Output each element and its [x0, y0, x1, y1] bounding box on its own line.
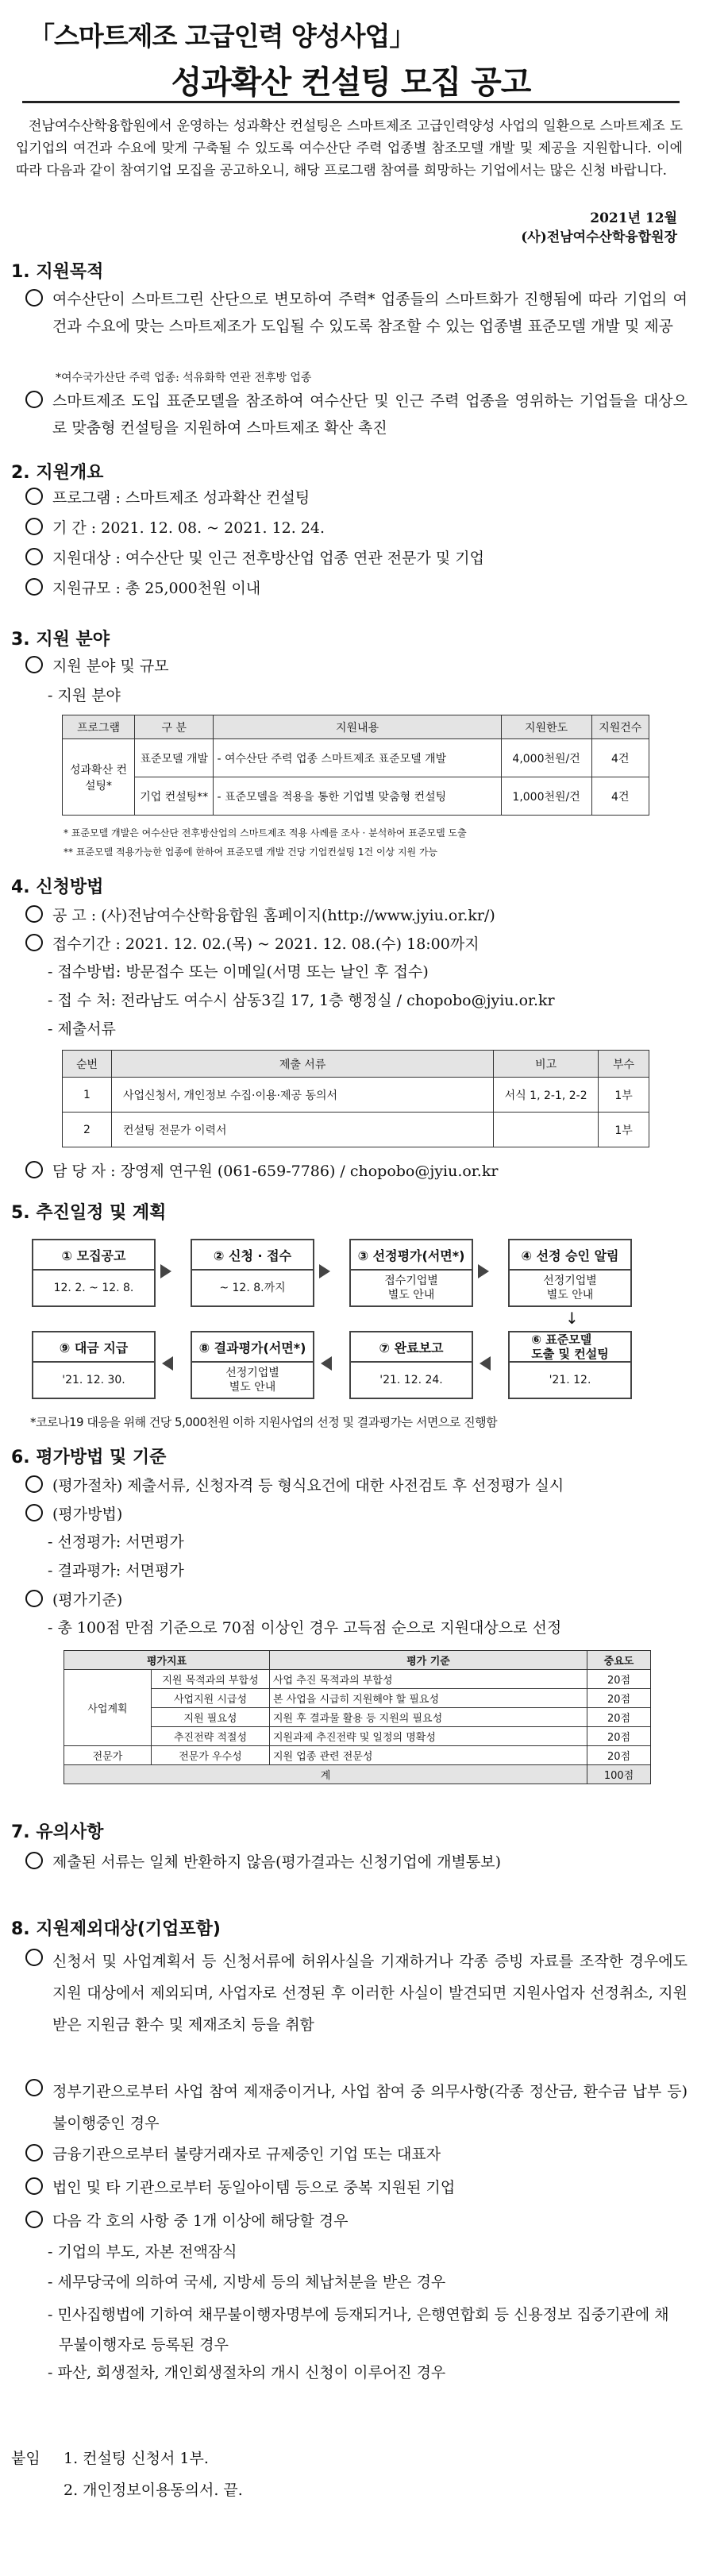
s6-criteria-text: - 총 100점 만점 기준으로 70점 이상인 경우 고득점 순으로 지원대상으로 선정	[48, 1619, 562, 1637]
s4-method: - 접수방법: 방문접수 또는 이메일(서명 또는 날인 후 접수)	[48, 963, 429, 981]
attachment-1: 1. 컨설팅 신청서 1부.	[64, 2450, 209, 2467]
intro-paragraph: 전남여수산학융합원에서 운영하는 성과확산 컨설팅은 스마트제조 고급인력양성 사업의 일환으로 스마트제조 도입기업의 여건과 수요에 맞게 구축될 수 있도록 여수산단 주력 업종별 참조모델 개발 및 제공을 지원합니다. 이에 따라 다음과 같이 참여기업 모집을 공고하오니, 해당 프로그램 참여를 희망하는 기업에서는 많은 신청 바랍니다.	[16, 118, 683, 179]
circle-bullet-icon	[25, 289, 43, 307]
s1-bullet-1	[52, 286, 688, 340]
title-box	[22, 16, 680, 103]
s2-item-3: 지원대상 : 여수산단 및 인근 전후방산업 업종 연관 전문가 및 기업	[52, 545, 688, 572]
s2-item-2: 기 간 : 2021. 12. 08. ~ 2021. 12. 24.	[52, 515, 688, 542]
documents-table: 순번 제출 서류 비고 부수 1 사업신청서, 개인정보 수집·이용·제공 동의서 서식 1, 2-1, 2-2 1부 2 컨설팅 전문가 이력서 1부	[62, 1050, 649, 1147]
step-6: ⑥ 표준모델 도출 및 컨설팅 '21. 12.	[508, 1331, 632, 1399]
step-1: ① 모집공고 12. 2. ~ 12. 8.	[32, 1239, 156, 1307]
notice-date: 2021년 12월	[590, 210, 677, 226]
s1-bullet-1-text: 여수산단이 스마트그린 산단으로 변모하여 주력* 업종들의 스마트화가 진행됨에 따라 기업의 여건과 수요에 맞는 스마트제조가 도입될 수 있도록 참조할 수 있는 업종별 표준모델 개발 및 제공	[52, 291, 688, 335]
circle-bullet-icon	[25, 656, 43, 673]
s6-criteria: (평가기준)	[52, 1587, 688, 1614]
section-6-heading: 6. 평가방법 및 기준	[11, 1448, 167, 1467]
circle-bullet-icon	[25, 1852, 43, 1869]
s4-place: - 접 수 처: 전라남도 여수시 삼동3길 17, 1층 행정실 / chopobo@jyiu.or.kr	[48, 992, 555, 1009]
s4-announce: 공 고 : (사)전남여수산학융합원 홈페이지(http://www.jyiu.or.kr/)	[52, 902, 688, 929]
circle-bullet-icon	[25, 488, 43, 505]
s8-bullet-4: 법인 및 타 기관으로부터 동일아이템 등으로 중복 지원된 기업	[52, 2174, 688, 2201]
circle-bullet-icon	[25, 1590, 43, 1607]
s6-method-1: - 선정평가: 서면평가	[48, 1533, 184, 1551]
arrow-right-icon	[319, 1264, 330, 1278]
s1-note: *여수국가산단 주력 업종: 석유화학 연관 전후방 업종	[56, 372, 312, 384]
arrow-right-icon	[478, 1264, 489, 1278]
section-3-heading: 3. 지원 분야	[11, 630, 110, 650]
step-8: ⑧ 결과평가(서면*) 선정기업별 별도 안내	[191, 1331, 314, 1399]
issuer: (사)전남여수산학융합원장	[521, 229, 677, 245]
circle-bullet-icon	[25, 2177, 43, 2195]
circle-bullet-icon	[25, 578, 43, 596]
s6-method: (평가방법)	[52, 1501, 688, 1528]
s2-item-4: 지원규모 : 총 25,000천원 이내	[52, 575, 688, 602]
s6-method-2: - 결과평가: 서면평가	[48, 1562, 184, 1579]
s8-detail-2: - 세무당국에 의하여 국세, 지방세 등의 체납처분을 받은 경우	[48, 2273, 446, 2291]
s8-detail-4: - 파산, 회생절차, 개인회생절차의 개시 신청이 이루어진 경우	[48, 2364, 446, 2381]
arrow-down-icon: ↓	[565, 1309, 579, 1328]
s7-bullet: 제출된 서류는 일체 반환하지 않음(평가결과는 신청기업에 개별통보)	[52, 1849, 688, 1876]
arrow-left-icon	[480, 1356, 491, 1371]
section-2-heading: 2. 지원개요	[11, 463, 104, 483]
support-field-table: 프로그램 구 분 지원내용 지원한도 지원건수 성과확산 컨설팅* 표준모델 개발 - 여수산단 주력 업종 스마트제조 표준모델 개발 4,000천원/건 4건 기업 컨설팅** - 표준모델을 적용을 통한 기업별 맞춤형 컨설팅 1,000천원/건 4건	[62, 715, 649, 816]
s8-bullet-3: 금융기관으로부터 불량거래자로 규제중인 기업 또는 대표자	[52, 2141, 688, 2168]
attachment-2: 2. 개인정보이용동의서. 끝.	[64, 2482, 243, 2499]
step-7: ⑦ 완료보고 '21. 12. 24.	[349, 1331, 473, 1399]
s3-sub: - 지원 분야	[48, 687, 121, 704]
step-4: ④ 선정 승인 알림 선정기업별 별도 안내	[508, 1239, 632, 1307]
circle-bullet-icon	[25, 905, 43, 923]
title-line1: 「스마트제조 고급인력 양성사업」	[29, 21, 415, 52]
step-9: ⑨ 대금 지급 '21. 12. 30.	[32, 1331, 156, 1399]
s8-bullet-2: 정부기관으로부터 사업 참여 제재중이거나, 사업 참여 중 의무사항(각종 정산금, 환수금 납부 등) 불이행중인 경우	[52, 2076, 688, 2139]
section-7-heading: 7. 유의사항	[11, 1822, 104, 1842]
s8-bullet-1: 신청서 및 사업계획서 등 신청서류에 허위사실을 기재하거나 각종 증빙 자료를 조작한 경우에도 지원 대상에서 제외되며, 사업자로 선정된 후 이러한 사실이 발견되면 지원사업자 선정취소, 지원받은 지원금 환수 및 제재조치 등을 취함	[52, 1945, 688, 2041]
section-8-heading: 8. 지원제외대상(기업포함)	[11, 1919, 221, 1939]
circle-bullet-icon	[25, 2144, 43, 2161]
circle-bullet-icon	[25, 2079, 43, 2096]
circle-bullet-icon	[25, 1475, 43, 1493]
s3-bullet: 지원 분야 및 규모	[52, 653, 688, 680]
section-1-heading: 1. 지원목적	[11, 262, 104, 282]
s3-note-1: * 표준모델 개발은 여수산단 전후방산업의 스마트제조 적용 사례를 조사 · 분석하여 표준모델 도출	[64, 827, 467, 839]
circle-bullet-icon	[25, 1161, 43, 1178]
circle-bullet-icon	[25, 1504, 43, 1521]
s8-detail-1: - 기업의 부도, 자본 전액잠식	[48, 2243, 237, 2261]
s4-documents: - 제출서류	[48, 1020, 116, 1038]
s4-period: 접수기간 : 2021. 12. 02.(목) ~ 2021. 12. 08.(수) 18:00까지	[52, 931, 688, 958]
circle-bullet-icon	[25, 1949, 43, 1966]
section-4-heading: 4. 신청방법	[11, 877, 104, 897]
arrow-left-icon	[162, 1356, 173, 1371]
step-3: ③ 선정평가(서면*) 접수기업별 별도 안내	[349, 1239, 473, 1307]
s8-bullet-5: 다음 각 호의 사항 중 1개 이상에 해당할 경우	[52, 2208, 688, 2235]
step-2: ② 신청 · 접수 ~ 12. 8.까지	[191, 1239, 314, 1307]
s1-bullet-2-text: 스마트제조 도입 표준모델을 참조하여 여수산단 및 인근 주력 업종을 영위하는 기업들을 대상으로 맞춤형 컨설팅을 지원하여 스마트제조 확산 촉진	[52, 392, 688, 437]
s6-procedure: (평가절차) 제출서류, 신청자격 등 형식요건에 대한 사전검토 후 선정평가 실시	[52, 1472, 688, 1499]
program-cell: 성과확산 컨설팅*	[63, 739, 135, 816]
circle-bullet-icon	[25, 934, 43, 951]
arrow-left-icon	[321, 1356, 332, 1371]
s8-detail-3: - 민사집행법에 기하여 채무불이행자명부에 등재되거나, 은행연합회 등 신용정보 집중기관에 채무불이행자로 등록된 경우	[48, 2306, 669, 2354]
circle-bullet-icon	[25, 518, 43, 535]
arrow-right-icon	[160, 1264, 171, 1278]
circle-bullet-icon	[25, 548, 43, 565]
s2-item-1: 프로그램 : 스마트제조 성과확산 컨설팅	[52, 484, 688, 511]
attachment-label: 붙임	[11, 2450, 40, 2467]
s4-contact: 담 당 자 : 장영제 연구원 (061-659-7786) / chopobo@jyiu.or.kr	[52, 1158, 688, 1185]
evaluation-table: 평가지표 평가 기준 중요도 사업계획 지원 목적과의 부합성 사업 추진 목적과의 부합성 20점 사업지원 시급성 본 사업을 시급히 지원해야 할 필요성 20점 지원 필요성 지원 후 결과물 활용 등 지원의 필요성 20점 추진전략 적절성 지원과제 추진전략 및 일정의 명확성 20점 전문가 전문가 우수성 지원 업종 관련 전문성 20점 계 100점	[64, 1650, 651, 1784]
section-5-heading: 5. 추진일정 및 계획	[11, 1203, 167, 1223]
circle-bullet-icon	[25, 391, 43, 408]
s5-note: *코로나19 대응을 위해 건당 5,000천원 이하 지원사업의 선정 및 결과평가는 서면으로 진행함	[30, 1415, 498, 1429]
s3-note-2: ** 표준모델 적용가능한 업종에 한하여 표준모델 개발 건당 기업컨설팅 1건 이상 지원 가능	[64, 846, 438, 858]
page-title: 성과확산 컨설팅 모집 공고	[171, 64, 531, 101]
circle-bullet-icon	[25, 2211, 43, 2228]
s1-bullet-2	[52, 388, 688, 442]
